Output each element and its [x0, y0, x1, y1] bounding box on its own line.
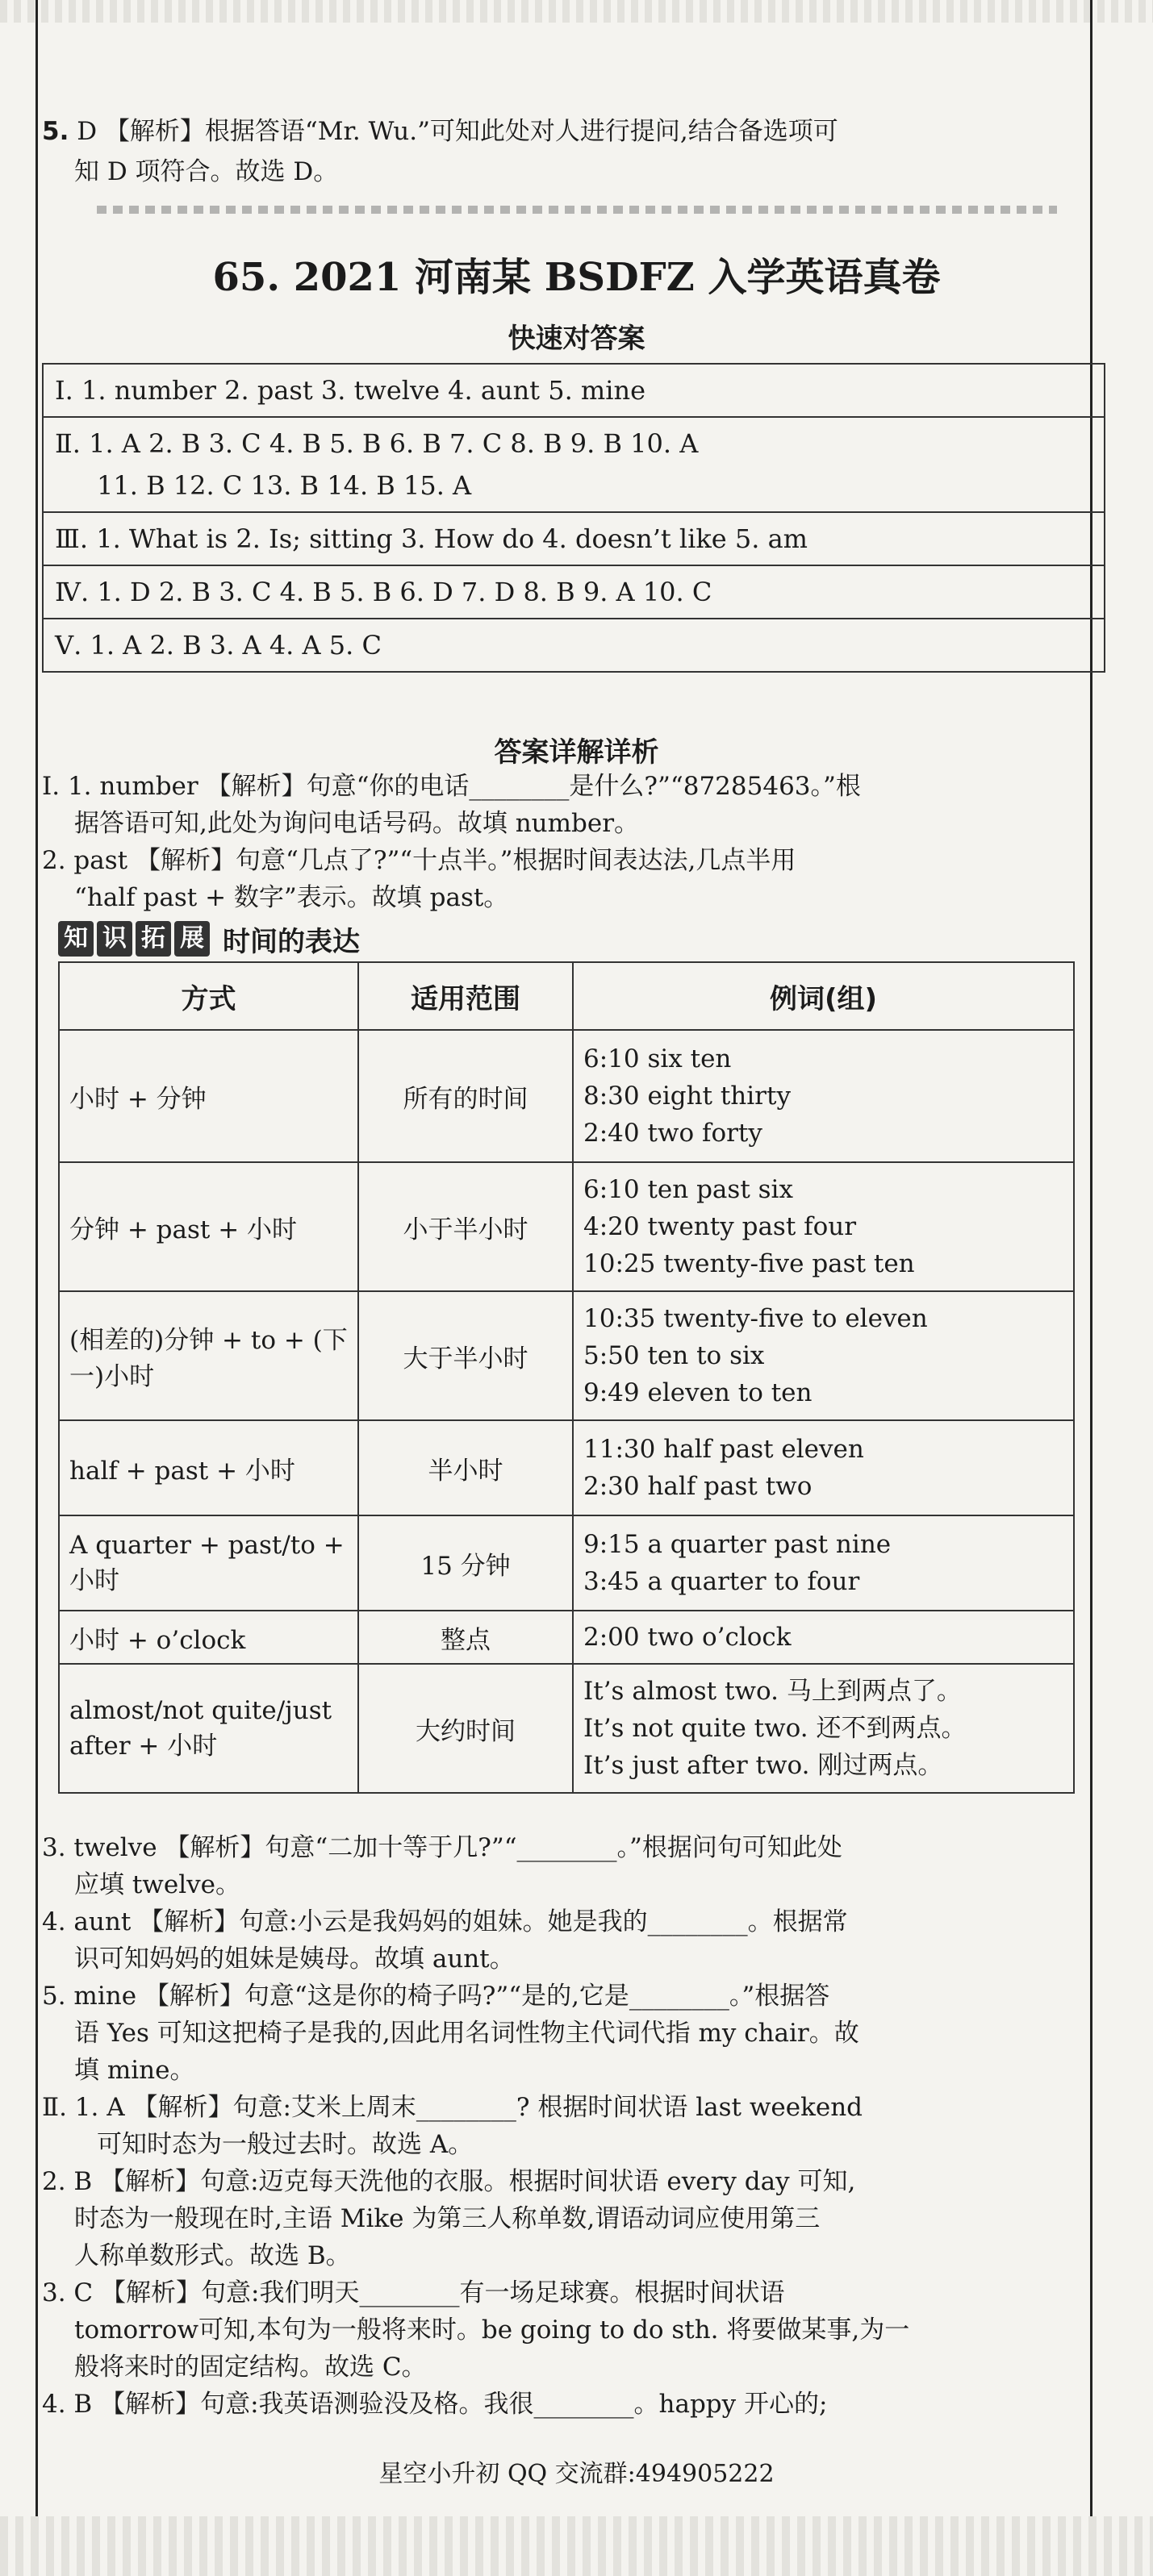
detail-ii2-line1: 2. B 【解析】句意:迈克每天洗他的衣服。根据时间状语 every day 可知, — [42, 2167, 856, 2196]
answer-table — [42, 363, 1105, 673]
detail-ii1-line2: 可知时态为一般过去时。故选 A。 — [97, 2130, 474, 2159]
knowledge-title: 时间的表达 — [223, 925, 360, 958]
table-cell — [573, 1291, 1074, 1420]
answer-row — [44, 365, 1104, 418]
example: 9:49 eleven to ten — [583, 1378, 813, 1407]
item-number: 5. — [42, 117, 69, 146]
knowledge-box: 展 — [174, 921, 210, 957]
detail-ii1-line1: Ⅱ. 1. A 【解析】句意:艾米上周末________? 根据时间状语 last weekend — [42, 2093, 863, 2122]
answer-line: Ⅴ. 1. A 2. B 3. A 4. A 5. C — [55, 630, 382, 661]
example: 2:40 two forty — [583, 1119, 762, 1148]
detail-ii4-line1: 4. B 【解析】句意:我英语测验没及格。我很________。happy 开心的; — [42, 2390, 828, 2419]
answer-row — [44, 566, 1104, 619]
example: 2:30 half past two — [583, 1472, 813, 1501]
detail-5-line3: 填 mine。 — [74, 2056, 195, 2085]
header-cell: 例词(组) — [573, 962, 1074, 1030]
example: 9:15 a quarter past nine — [583, 1530, 892, 1559]
table-cell: 15 分钟 — [358, 1515, 573, 1611]
detail-4-line2: 识可知妈妈的姐妹是姨母。故填 aunt。 — [74, 1945, 515, 1974]
example: 3:45 a quarter to four — [583, 1567, 860, 1596]
table-row — [59, 1611, 1074, 1664]
detail-2-line2: “half past + 数字”表示。故填 past。 — [74, 883, 509, 912]
table-header-row — [59, 962, 1074, 1030]
detail-3-line1: 3. twelve 【解析】句意“二加十等于几?”“________。”根据问句可知此处 — [42, 1833, 842, 1862]
answer-row — [44, 513, 1104, 566]
example: 10:35 twenty-five to eleven — [583, 1304, 928, 1333]
table-cell: 小时 + o’clock — [59, 1611, 358, 1664]
detail-2-line1: 2. past 【解析】句意“几点了?”“十点半。”根据时间表达法,几点半用 — [42, 846, 796, 875]
example: 11:30 half past eleven — [583, 1435, 864, 1464]
example: It’s almost two. 马上到两点了。 — [583, 1677, 962, 1706]
table-cell: 小于半小时 — [358, 1162, 573, 1291]
example: 5:50 ten to six — [583, 1341, 765, 1370]
separator — [97, 206, 1057, 214]
example: 2:00 two o’clock — [583, 1623, 792, 1652]
detail-1-line1: Ⅰ. 1. number 【解析】句意“你的电话________是什么?”“87285463。”根 — [42, 772, 861, 801]
bottom-texture — [0, 2516, 1153, 2576]
table-cell: A quarter + past/to + 小时 — [59, 1515, 358, 1611]
answer-row — [44, 619, 1104, 671]
table-row — [59, 1162, 1074, 1291]
knowledge-banner — [58, 921, 360, 957]
example: 6:10 ten past six — [583, 1175, 793, 1204]
example: It’s just after two. 刚过两点。 — [583, 1751, 943, 1780]
table-cell: 整点 — [358, 1611, 573, 1664]
detail-ii2-line3: 人称单数形式。故选 B。 — [74, 2241, 351, 2270]
example: 10:25 twenty-five past ten — [583, 1249, 915, 1278]
detail-1-line2: 据答语可知,此处为询问电话号码。故填 number。 — [74, 809, 640, 838]
detail-5-line2: 语 Yes 可知这把椅子是我的,因此用名词性物主代词代指 my chair。故 — [74, 2019, 859, 2048]
table-cell — [573, 1420, 1074, 1515]
answer-line: Ⅱ. 1. A 2. B 3. C 4. B 5. B 6. B 7. C 8. B 9. B 10. A — [55, 428, 699, 459]
detail-5-line1: 5. mine 【解析】句意“这是你的椅子吗?”“是的,它是________。”根据答 — [42, 1982, 830, 2011]
table-cell: 分钟 + past + 小时 — [59, 1162, 358, 1291]
top-item-line2: 知 D 项符合。故选 D。 — [74, 157, 339, 186]
table-cell: 所有的时间 — [358, 1030, 573, 1162]
top-item-line1 — [42, 113, 1107, 150]
detail-title: 答案详解详析 — [494, 736, 659, 769]
knowledge-box: 知 — [58, 921, 94, 957]
table-row — [59, 1291, 1074, 1420]
table-row — [59, 1030, 1074, 1162]
item-text: D 【解析】根据答语“Mr. Wu.”可知此处对人进行提问,结合备选项可 — [77, 117, 838, 146]
header-cell: 适用范围 — [358, 962, 573, 1030]
footer-text: 星空小升初 QQ 交流群:494905222 — [378, 2460, 775, 2488]
table-cell — [573, 1030, 1074, 1162]
answer-line: 11. B 12. C 13. B 14. B 15. A — [97, 470, 472, 501]
answer-line: Ⅰ. 1. number 2. past 3. twelve 4. aunt 5. mine — [55, 375, 646, 406]
knowledge-box: 拓 — [136, 921, 171, 957]
table-cell: half + past + 小时 — [59, 1420, 358, 1515]
detail-ii2-line2: 时态为一般现在时,主语 Mike 为第三人称单数,谓语动词应使用第三 — [74, 2204, 821, 2233]
detail-ii3-line1: 3. C 【解析】句意:我们明天________有一场足球赛。根据时间状语 — [42, 2278, 785, 2307]
time-expression-table — [58, 961, 1075, 1794]
table-cell — [573, 1611, 1074, 1664]
detail-3-line2: 应填 twelve。 — [74, 1870, 240, 1899]
table-cell — [573, 1664, 1074, 1793]
example: 6:10 six ten — [583, 1044, 732, 1073]
detail-4-line1: 4. aunt 【解析】句意:小云是我妈妈的姐妹。她是我的________。根据常 — [42, 1907, 848, 1936]
table-row — [59, 1515, 1074, 1611]
example: It’s not quite two. 还不到两点。 — [583, 1714, 967, 1743]
table-cell: 小时 + 分钟 — [59, 1030, 358, 1162]
table-cell — [573, 1515, 1074, 1611]
quick-answer-title: 快速对答案 — [508, 323, 645, 355]
answer-line: Ⅲ. 1. What is 2. Is; sitting 3. How do 4. doesn’t like 5. am — [55, 523, 808, 554]
table-row — [59, 1664, 1074, 1793]
knowledge-box: 识 — [97, 921, 132, 957]
example: 4:20 twenty past four — [583, 1212, 857, 1241]
answer-line: Ⅳ. 1. D 2. B 3. C 4. B 5. B 6. D 7. D 8. B 9. A 10. C — [55, 577, 712, 607]
answer-row — [44, 418, 1104, 513]
table-cell: 大约时间 — [358, 1664, 573, 1793]
table-cell: (相差的)分钟 + to + (下一)小时 — [59, 1291, 358, 1420]
detail-ii3-line2: tomorrow可知,本句为一般将来时。be going to do sth. 将要做某事,为一 — [74, 2315, 910, 2345]
table-cell: 半小时 — [358, 1420, 573, 1515]
example: 8:30 eight thirty — [583, 1082, 791, 1111]
table-cell: 大于半小时 — [358, 1291, 573, 1420]
page-title: 65. 2021 河南某 BSDFZ 入学英语真卷 — [212, 255, 941, 300]
table-cell: almost/not quite/just after + 小时 — [59, 1664, 358, 1793]
table-row — [59, 1420, 1074, 1515]
table-cell — [573, 1162, 1074, 1291]
header-cell: 方式 — [59, 962, 358, 1030]
detail-ii3-line3: 般将来时的固定结构。故选 C。 — [74, 2353, 427, 2382]
